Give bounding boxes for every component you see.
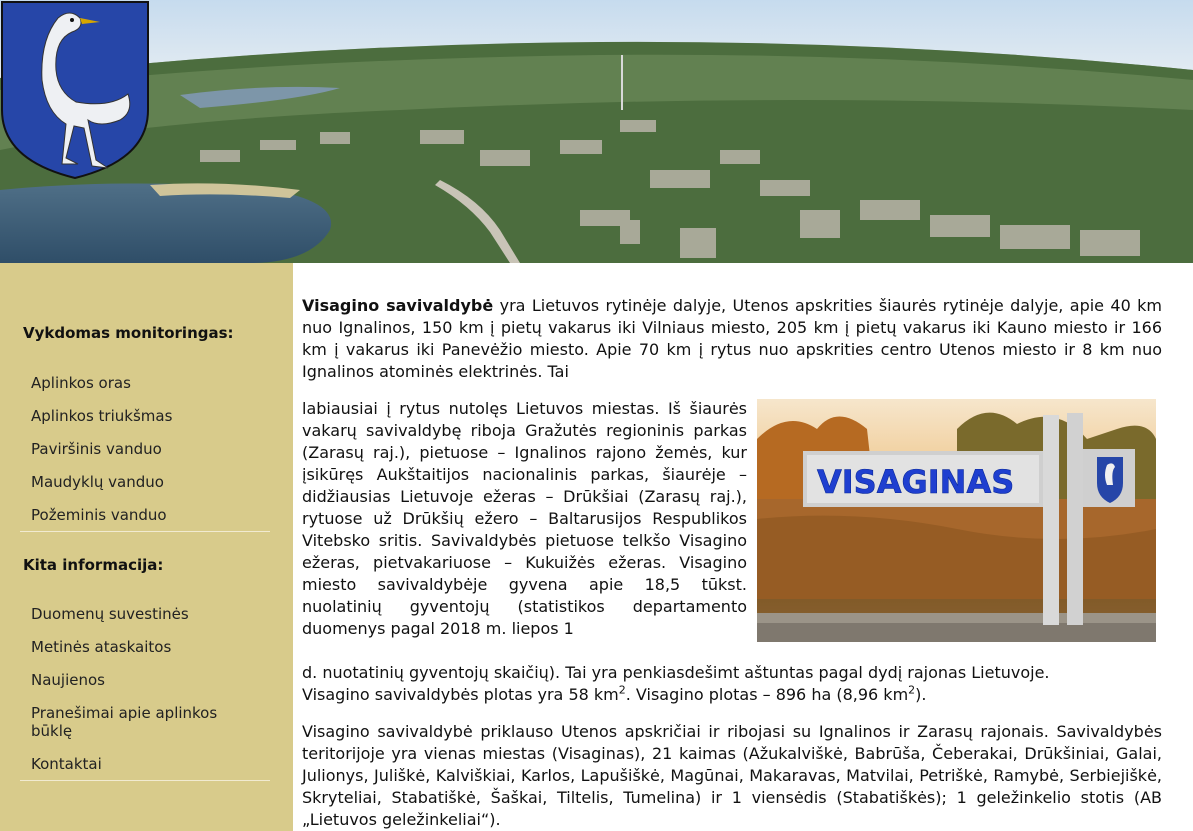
aerial-photo — [0, 0, 1193, 263]
sign-text: VISAGINAS — [817, 463, 1015, 501]
sidebar — [0, 263, 293, 831]
sidebar-item-maudykla-vanduo[interactable]: Maudyklų vanduo — [31, 473, 164, 491]
municipality-name: Visagino savivaldybė — [302, 296, 494, 315]
population-rank-text: d. nuotatinių gyventojų skaičių). Tai yra penkiasdešimt aštuntas pagal dydį rajonas Lietuvoje. — [302, 663, 1050, 682]
sidebar-item-aplinkos-triuksmas[interactable]: Aplinkos triukšmas — [31, 407, 173, 425]
area-text-c: ). — [915, 685, 927, 704]
sidebar-item-pozeminis-vanduo[interactable]: Požeminis vanduo — [31, 506, 167, 524]
sidebar-heading-other-info: Kita informacija: — [23, 556, 164, 574]
area-text-b: . Visagino plotas – 896 ha (8,96 km — [625, 685, 909, 704]
sidebar-item-pavirsinis-vanduo[interactable]: Paviršinis vanduo — [31, 440, 162, 458]
superscript-2: 2 — [618, 683, 626, 697]
sidebar-item-duomenu-suvestines[interactable]: Duomenų suvestinės — [31, 605, 189, 623]
area-paragraph — [302, 662, 1162, 706]
sidebar-item-naujienos[interactable]: Naujienos — [31, 671, 105, 689]
intro-paragraph — [302, 295, 1162, 383]
photo-illustration — [757, 399, 1156, 642]
intro-text: yra Lietuvos rytinėje dalyje, Utenos apskrities šiaurės rytinėje dalyje, apie 40 km nuo Ignalinos, 150 km į pietų vakarus iki Vilniaus miesto, 205 km į pietų vakarus iki Kauno miesto ir 166 km į vakarus iki Panevėžio miesto. Apie 70 km į rytus nuo apskrities centro Utenos miesto ir 8 km nuo Ignalinos atominės elektrinės. Tai — [302, 296, 1162, 381]
sidebar-divider — [20, 531, 270, 532]
sidebar-heading-monitoring: Vykdomas monitoringas: — [23, 324, 234, 342]
sidebar-item-pranesimai[interactable]: Pranešimai apie aplinkos būklę — [31, 704, 218, 740]
sidebar-item-aplinkos-oras[interactable]: Aplinkos oras — [31, 374, 131, 392]
administrative-paragraph: Visagino savivaldybė priklauso Utenos apskričiai ir ribojasi su Ignalinos ir Zarasų rajonais. Savivaldybės teritorijoje yra vienas miestas (Visaginas), 21 kaimas (Ažukalviškė, Babrūša, Čeberakai, Drūkšiniai, Galai, Julionys, Juliškė, Kalviškiai, Karlos, Lapušiškė, Magūnai, Makaravas, Matvilai, Petriškė, Ramybė, Serbiejiškė, Skryteliai, Stabatiškė, Šaškai, Tiltelis, Tumelina) ir 1 viensėdis (Stabatiškės); 1 geležinkelio stotis (AB „Lietuvos geležinkeliai“). — [302, 722, 1162, 829]
header-banner — [0, 0, 1193, 263]
area-text-a: Visagino savivaldybės plotas yra 58 km — [302, 685, 619, 704]
visaginas-sign-photo — [757, 399, 1156, 642]
sign-board — [803, 451, 1043, 507]
sidebar-item-metines-ataskaitos[interactable]: Metinės ataskaitos — [31, 638, 172, 656]
superscript-2b: 2 — [908, 683, 916, 697]
sidebar-item-kontaktai[interactable]: Kontaktai — [31, 755, 102, 773]
sidebar-divider-bottom — [20, 780, 270, 781]
geography-paragraph: labiausiai į rytus nutolęs Lietuvos miestas. Iš šiaurės vakarų savivaldybę riboja Gražutės regioninis parkas (Zarasų raj.), pietuose – Ignalinos rajono žemės, kur įsikūręs Aukštaitijos nacionalinis parkas, šiaurėje – didžiausias Lietuvoje ežeras – Drūkšiai (Zarasų raj.), rytuose už Drūkšių ežero – Baltarusijos Respublikos Vitebsko sritis. Savivaldybės pietuose telkšo Visagino ežeras, pietvakariuose – Kukuižės ežeras. Visagino miesto savivaldybėje gyvena apie 18,5 tūkst. nuolatinių gyventojų (statistikos departamento duomenys pagal 2018 m. liepos 1 — [302, 399, 747, 638]
crane-coat-of-arms-icon — [0, 0, 150, 180]
